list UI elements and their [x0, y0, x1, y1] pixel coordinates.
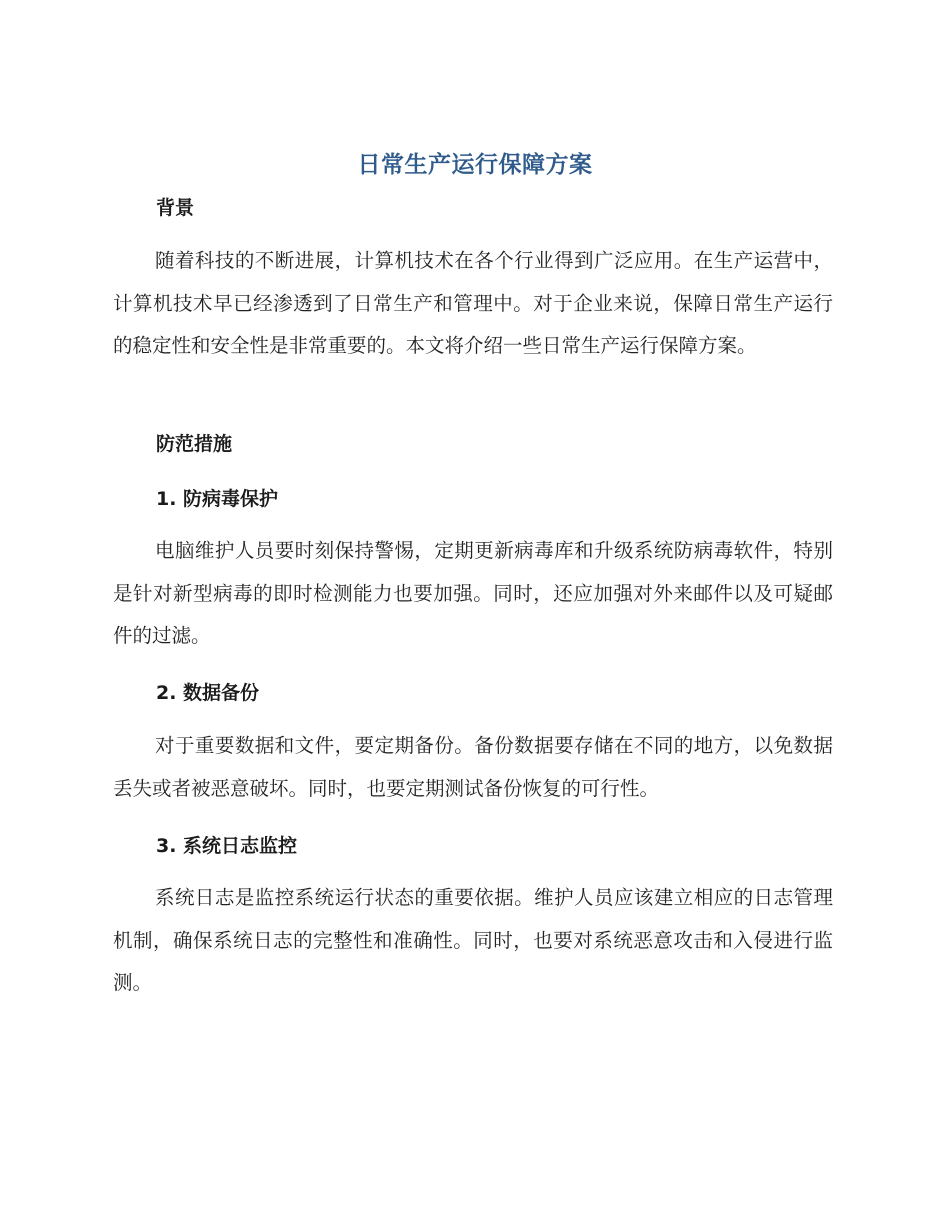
paragraph-background: 随着科技的不断进展，计算机技术在各个行业得到广泛应用。在生产运营中，计算机技术早已经渗透到了日常生产和管理中。对于企业来说，保障日常生产运行的稳定性和安全性是非常重要的。本文将介绍一些日常生产运行保障方案。	[113, 249, 833, 357]
section-heading-log-monitoring: 3. 系统日志监控	[156, 835, 298, 857]
section-heading-backup: 2. 数据备份	[156, 682, 260, 704]
document-title: 日常生产运行保障方案	[357, 152, 593, 178]
paragraph-log-monitoring: 系统日志是监控系统运行状态的重要依据。维护人员应该建立相应的日志管理机制，确保系统日志的完整性和准确性。同时，也要对系统恶意攻击和入侵进行监测。	[113, 886, 833, 994]
paragraph-backup: 对于重要数据和文件，要定期备份。备份数据要存储在不同的地方，以免数据丢失或者被恶意破坏。同时，也要定期测试备份恢复的可行性。	[113, 734, 833, 800]
section-heading-background: 背景	[156, 197, 195, 219]
paragraph-antivirus: 电脑维护人员要时刻保持警惕，定期更新病毒库和升级系统防病毒软件，特别是针对新型病毒的即时检测能力也要加强。同时，还应加强对外来邮件以及可疑邮件的过滤。	[113, 539, 833, 647]
section-heading-antivirus: 1. 防病毒保护	[156, 488, 279, 510]
section-heading-measures: 防范措施	[156, 433, 233, 455]
